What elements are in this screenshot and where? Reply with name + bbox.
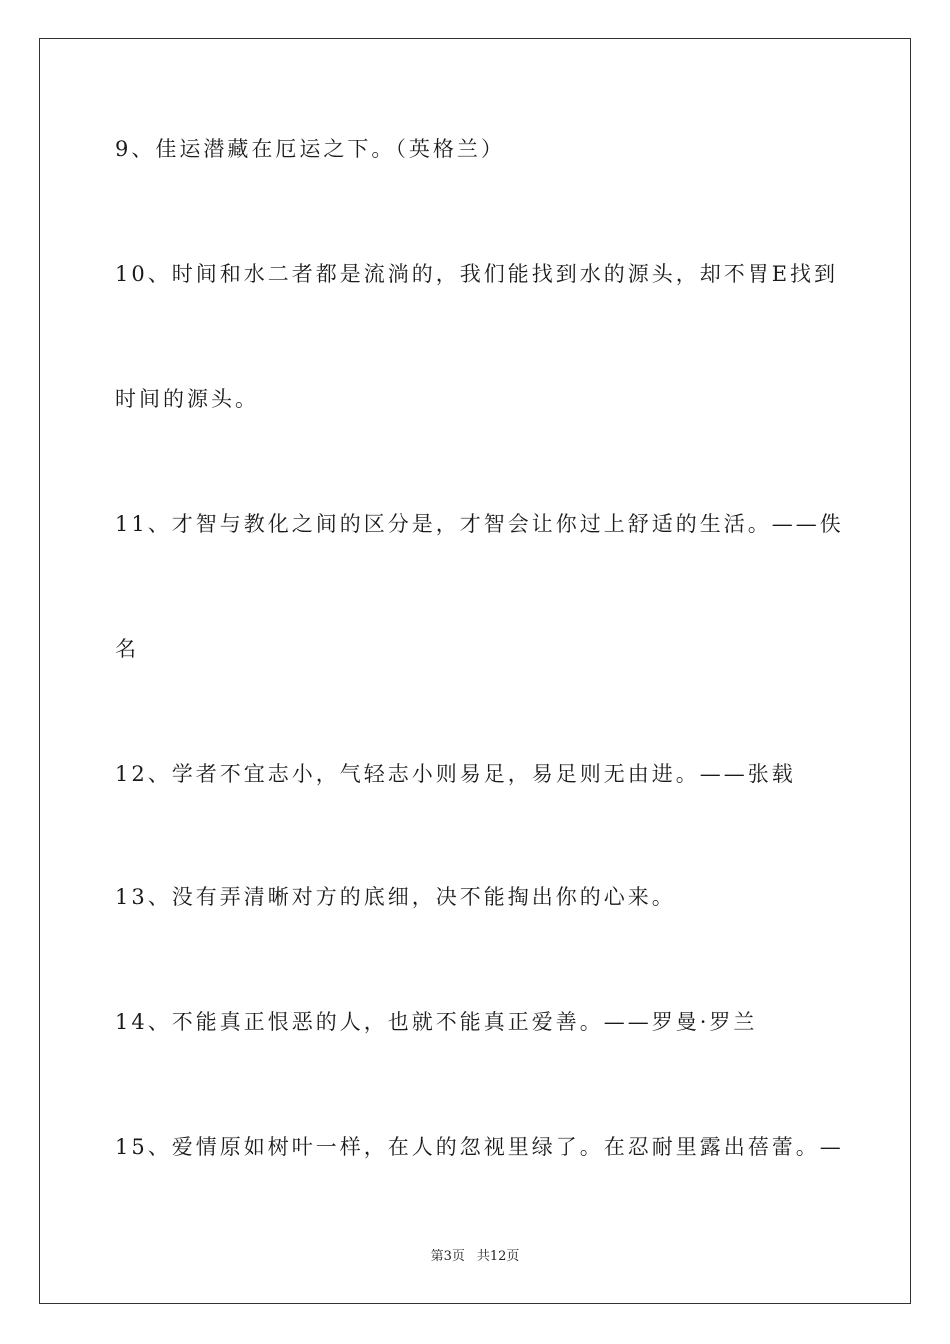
quote-line-15: 15、爱情原如树叶一样，在人的忽视里绿了。在忍耐里露出蓓蕾。— [115,1135,844,1159]
quote-line-13: 13、没有弄清晰对方的底细，决不能掏出你的心来。 [115,885,676,909]
quote-line-10: 10、时间和水二者都是流淌的，我们能找到水的源头，却不胃E找到 [115,262,839,286]
quote-line-12: 12、学者不宜志小，气轻志小则易足，易足则无由进。——张载 [115,762,796,786]
quote-line-9: 9、佳运潜藏在厄运之下。（英格兰） [115,137,505,161]
quote-line-14: 14、不能真正恨恶的人，也就不能真正爱善。——罗曼·罗兰 [115,1010,758,1034]
page-number: 第3页 [430,1249,465,1264]
page-frame [39,38,911,1304]
quote-line-11-continued: 名 [115,637,139,661]
page-total: 共12页 [476,1249,520,1264]
page-footer [0,1248,950,1266]
quote-line-10-continued: 时间的源头。 [115,387,259,411]
quote-line-11: 11、才智与教化之间的区分是，才智会让你过上舒适的生活。——佚 [115,512,844,536]
